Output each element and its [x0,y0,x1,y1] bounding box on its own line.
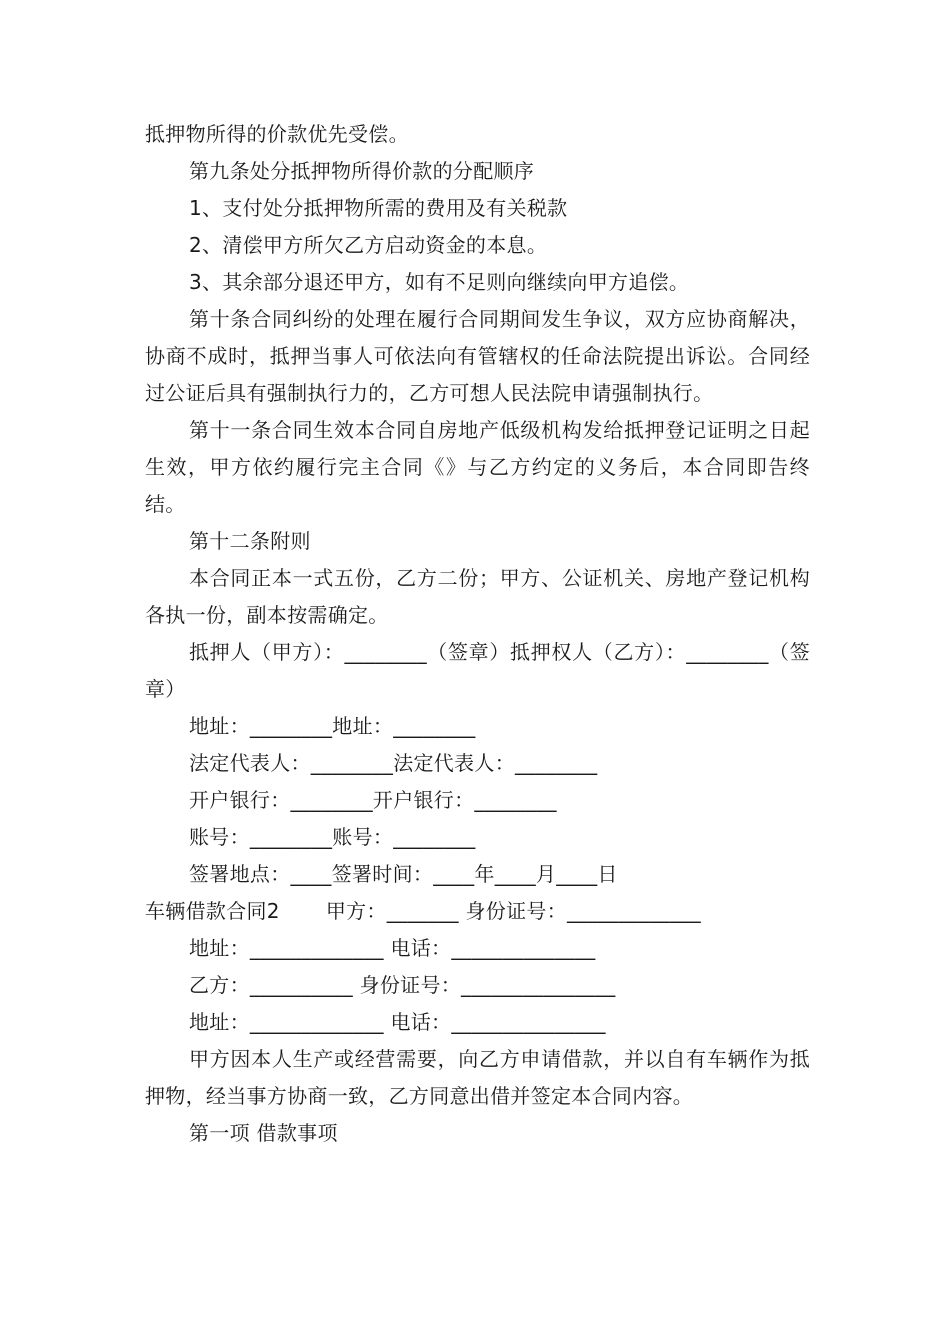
paragraph: 抵押物所得的价款优先受偿。 [145,122,409,146]
bank-line: 开户银行：________开户银行：________ [189,788,557,812]
party-b-line: 乙方：__________ 身份证号：_______________ [189,973,616,997]
second-contract-title: 车辆借款合同2 [145,899,280,923]
article-12-heading: 第十二条附则 [189,529,311,553]
article-11-paragraph: 第十一条合同生效本合同自房地产低级机构发给抵押登记证明之日起生效，甲方依约履行完主合同《》与乙方约定的义务后，本合同即告终结。 [145,418,810,516]
list-item: 1、支付处分抵押物所需的费用及有关税款 [189,196,568,220]
address-line: 地址：________地址：________ [189,714,476,738]
document-body [145,116,810,1152]
preamble-paragraph: 甲方因本人生产或经营需要，向乙方申请借款，并以自有车辆作为抵押物，经当事方协商一致，乙方同意出借并签定本合同内容。 [145,1047,810,1108]
list-item: 3、其余部分退还甲方，如有不足则向继续向甲方追偿。 [189,270,690,294]
second-contract-header-line [145,893,810,930]
section-1-heading: 第一项 借款事项 [189,1121,338,1145]
signing-place-time-line: 签署地点：____签署时间：____年____月____日 [189,862,618,886]
copies-paragraph: 本合同正本一式五份，乙方二份；甲方、公证机关、房地产登记机构各执一份，副本按需确定。 [145,566,810,627]
article-9-heading: 第九条处分抵押物所得价款的分配顺序 [189,159,535,183]
signature-line: 抵押人（甲方）：________（签章）抵押权人（乙方）：________（签章） [145,640,810,701]
party-b-address-line: 地址：_____________ 电话：_______________ [189,1010,606,1034]
list-item: 2、清偿甲方所欠乙方启动资金的本息。 [189,233,548,257]
article-10-paragraph: 第十条合同纠纷的处理在履行合同期间发生争议，双方应协商解决，协商不成时，抵押当事人可依法向有管辖权的任命法院提出诉讼。合同经过公证后具有强制执行力的，乙方可想人民法院申请强制执行。 [145,307,810,405]
party-a-address-line: 地址：_____________ 电话：______________ [189,936,596,960]
legal-representative-line: 法定代表人：________法定代表人：________ [189,751,598,775]
party-a-line: 甲方：_______ 身份证号：_____________ [325,899,701,923]
account-line: 账号：________账号：________ [189,825,476,849]
